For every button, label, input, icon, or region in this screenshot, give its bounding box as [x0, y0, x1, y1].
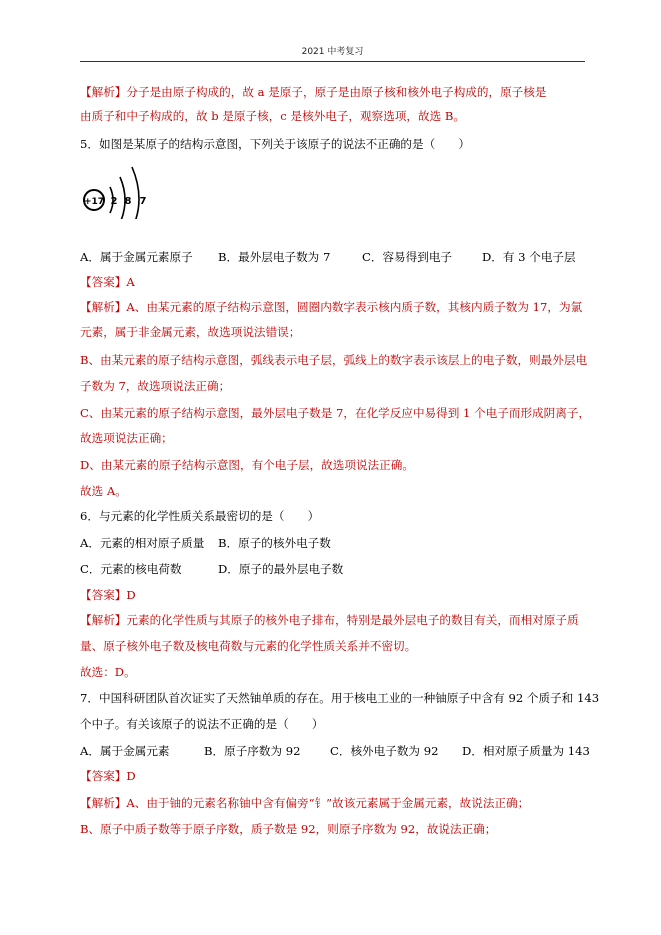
explanation-line: C、由某元素的原子结构示意图，最外层电子数是 7，在化学反应中易得到 1 个电子而形成阴离子， — [80, 406, 591, 420]
q7-option-d: D．相对原子质量为 143 — [462, 744, 590, 758]
nucleus-label: +17 — [83, 197, 105, 207]
explanation-line: 【解析】A、由某元素的原子结构示意图，圆圈内数字表示核内质子数，其核内质子数为 17，为氯 — [80, 300, 583, 314]
page-header: 2021 中考复习 — [301, 47, 364, 57]
answer-label: 【答案】D — [80, 588, 136, 602]
q7-option-c: C．核外电子数为 92 — [330, 744, 439, 758]
question-7-cont: 个中子。有关该原子的说法不正确的是（ ） — [80, 717, 324, 731]
q6-option-a: A．元素的相对原子质量 — [80, 536, 205, 550]
explanation-line: 【解析】元素的化学性质与其原子的核外电子排布，特别是最外层电子的数目有关，而相对原子质 — [80, 613, 579, 627]
q6-option-d: D．原子的最外层电子数 — [218, 562, 344, 576]
q5-option-a: A．属于金属元素原子 — [80, 250, 193, 264]
question-5: 5．如图是某原子的结构示意图，下列关于该原子的说法不正确的是（ ） — [80, 137, 470, 151]
explanation-line: D、由某元素的原子结构示意图，有个电子层，故选项说法正确。 — [80, 458, 414, 472]
explanation-line: 故选 A。 — [80, 484, 127, 498]
question-6: 6．与元素的化学性质关系最密切的是（ ） — [80, 509, 320, 523]
header-divider — [80, 61, 585, 62]
q5-option-b: B．最外层电子数为 7 — [218, 250, 331, 264]
atom-diagram-svg — [80, 163, 152, 219]
answer-label: 【答案】D — [80, 769, 136, 783]
explanation-line: 子数为 7，故选项说法正确； — [80, 379, 231, 393]
explanation-line: 【解析】分子是由原子构成的，故 a 是原子，原子是由原子核和核外电子构成的，原子核是 — [80, 85, 547, 99]
shell-2-electrons: 8 — [124, 196, 132, 207]
explanation-line: 元素，属于非金属元素，故选项说法错误； — [80, 325, 301, 339]
explanation-line: 由质子和中子构成的，故 b 是原子核，c 是核外电子，观察选项，故选 B。 — [80, 109, 465, 123]
q6-option-b: B．原子的核外电子数 — [218, 536, 331, 550]
explanation-line: B、原子中质子数等于原子序数，质子数是 92，则原子序数为 92，故说法正确； — [80, 822, 497, 836]
q7-option-a: A．属于金属元素 — [80, 744, 170, 758]
explanation-line: 故选：D。 — [80, 665, 136, 679]
shell-arc-3 — [132, 167, 139, 219]
q6-option-c: C．元素的核电荷数 — [80, 562, 182, 576]
explanation-line: 量、原子核外电子数及核电荷数与元素的化学性质关系并不密切。 — [80, 639, 417, 653]
q5-option-d: D．有 3 个电子层 — [482, 250, 576, 264]
explanation-line: 【解析】A、由于铀的元素名称铀中含有偏旁“钅”故该元素属于金属元素，故说法正确； — [80, 796, 530, 810]
q7-option-b: B．原子序数为 92 — [204, 744, 301, 758]
atom-structure-diagram — [80, 163, 152, 223]
explanation-line: B、由某元素的原子结构示意图，弧线表示电子层，弧线上的数字表示该层上的电子数，则最外层电 — [80, 353, 588, 367]
question-7: 7．中国科研团队首次证实了天然铀单质的存在。用于核电工业的一种铀原子中含有 92 个质子和 143 — [80, 691, 600, 705]
answer-label: 【答案】A — [80, 275, 135, 289]
shell-1-electrons: 2 — [110, 196, 118, 207]
shell-3-electrons: 7 — [139, 196, 147, 207]
q5-option-c: C．容易得到电子 — [362, 250, 453, 264]
explanation-line: 故选项说法正确； — [80, 431, 173, 445]
